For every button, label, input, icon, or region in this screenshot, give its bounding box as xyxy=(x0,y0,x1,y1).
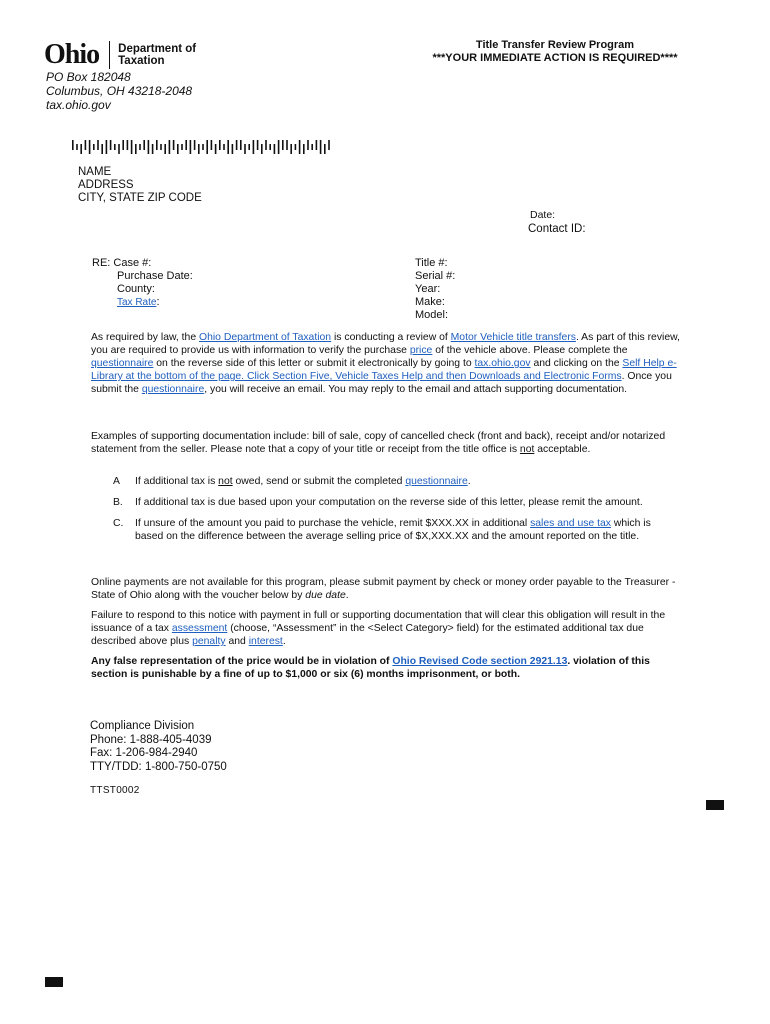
barcode-bar xyxy=(261,144,263,154)
barcode-bar xyxy=(148,140,150,154)
barcode-bar xyxy=(190,140,192,154)
registration-mark xyxy=(706,800,724,810)
barcode-bar xyxy=(202,144,204,150)
barcode-bar xyxy=(72,140,74,150)
barcode-bar xyxy=(324,144,326,154)
barcode-bar xyxy=(240,140,242,150)
logo-ohio-word: Ohio xyxy=(44,39,100,70)
paragraph-false-representation-warning xyxy=(91,655,681,681)
link-self-help-library[interactable]: Self Help e-Library at the bottom of the page. Click Section Five, Vehicle Taxes Help and then Downloads and Electronic Forms xyxy=(91,358,677,382)
p2-not-emphasis: not xyxy=(519,444,535,455)
return-address xyxy=(46,70,192,112)
barcode-bar xyxy=(311,144,313,150)
barcode-bar xyxy=(152,144,154,154)
list-text-c xyxy=(135,517,673,543)
paragraph-failure-to-respond xyxy=(91,609,681,648)
link-motor-vehicle-title-transfers[interactable]: Motor Vehicle title transfers xyxy=(450,332,576,343)
case-number-label: RE: Case #: xyxy=(92,257,152,269)
barcode-bar xyxy=(160,144,162,150)
link-questionnaire-3[interactable]: questionnaire xyxy=(405,476,468,487)
list-letter-b: B. xyxy=(113,497,123,508)
p1-text: As required by law, the xyxy=(91,332,200,343)
p1-text: . As part of this review, you are required to provide us with information to verify the purchase xyxy=(91,332,680,356)
tax-rate-colon: : xyxy=(156,296,160,308)
link-questionnaire[interactable]: questionnaire xyxy=(91,358,154,369)
link-ohio-revised-code[interactable]: Ohio Revised Code section 2921.13 xyxy=(392,656,568,667)
ohio-taxation-logo xyxy=(44,40,196,70)
logo-department xyxy=(118,43,196,67)
p2-text: Examples of supporting documentation include: bill of sale, copy of cancelled check (front and back), receipt and/or notarized statement from the seller. Please note that a copy of your title or receipt from the title office is xyxy=(91,431,666,455)
barcode-bar xyxy=(156,140,158,150)
barcode-bar xyxy=(227,140,229,154)
p1-text: and clicking on the xyxy=(530,358,623,369)
link-assessment[interactable]: assessment xyxy=(171,623,228,634)
p4-text: Failure to respond to this notice with payment in full or supporting documentation that will clear this obligation will result in the issuance of a tax xyxy=(91,610,666,634)
barcode-bar xyxy=(173,140,175,150)
barcode-bar xyxy=(89,140,91,154)
due-date-emphasis: due date xyxy=(305,590,346,601)
postal-barcode xyxy=(72,140,337,154)
barcode-bar xyxy=(101,144,103,154)
barcode-bar xyxy=(181,144,183,150)
recipient-name: NAME xyxy=(78,166,112,178)
options-list xyxy=(113,475,673,551)
barcode-bar xyxy=(110,140,112,150)
county-label: County: xyxy=(117,283,155,295)
barcode-bar xyxy=(127,140,129,150)
barcode-bar xyxy=(269,144,271,150)
logo-divider xyxy=(109,41,110,69)
barcode-bar xyxy=(282,140,284,150)
barcode-bar xyxy=(177,144,179,154)
barcode-bar xyxy=(198,144,200,154)
list-a-text: . xyxy=(467,476,471,487)
list-item-b xyxy=(113,496,673,509)
compliance-tty: TTY/TDD: 1-800-750-0750 xyxy=(90,760,227,773)
barcode-bar xyxy=(80,144,82,154)
action-notice: ***YOUR IMMEDIATE ACTION IS REQUIRED**** xyxy=(432,52,678,64)
barcode-bar xyxy=(164,144,166,154)
barcode-bar xyxy=(106,140,108,154)
barcode-bar xyxy=(303,144,305,154)
list-a-text: owed, send or submit the completed xyxy=(232,476,406,487)
recipient-address xyxy=(78,166,202,205)
barcode-bar xyxy=(194,140,196,150)
tax-rate-label xyxy=(92,296,193,309)
list-c-text: which is based on the difference between the average selling price of $X,XXX.XX and the amount reported on the title. xyxy=(135,518,651,542)
barcode-bar xyxy=(286,140,288,150)
return-address-line1: PO Box 182048 xyxy=(46,70,131,84)
program-title: Title Transfer Review Program xyxy=(475,39,635,51)
barcode-bar xyxy=(236,140,238,150)
list-item-c xyxy=(113,517,673,543)
compliance-division: Compliance Division xyxy=(90,720,195,732)
return-address-line2: Columbus, OH 43218-2048 xyxy=(46,84,193,98)
barcode-bar xyxy=(97,140,99,150)
link-ohio-dept-taxation[interactable]: Ohio Department of Taxation xyxy=(199,332,332,343)
title-number-label: Title #: xyxy=(415,257,448,269)
return-address-website: tax.ohio.gov xyxy=(46,98,111,112)
barcode-bar xyxy=(93,144,95,150)
registration-mark xyxy=(45,977,63,987)
link-sales-and-use-tax[interactable]: sales and use tax xyxy=(530,518,611,529)
barcode-bar xyxy=(274,144,276,154)
purchase-date-label: Purchase Date: xyxy=(117,270,193,282)
barcode-bar xyxy=(248,144,250,150)
barcode-bar xyxy=(328,140,330,150)
p2-text: acceptable. xyxy=(534,444,591,455)
p4-text: and xyxy=(225,636,249,647)
barcode-bar xyxy=(114,144,116,150)
p4-text: . xyxy=(282,636,286,647)
compliance-phone: Phone: 1-888-405-4039 xyxy=(90,733,212,746)
link-price[interactable]: price xyxy=(409,345,433,356)
form-code: TTST0002 xyxy=(90,785,140,796)
list-a-text: If additional tax is xyxy=(135,476,219,487)
paragraph-supporting-docs xyxy=(91,430,681,456)
barcode-bar xyxy=(223,144,225,150)
logo-dept-line1: Department of xyxy=(118,43,197,55)
paragraph-payment-info xyxy=(91,576,681,602)
link-questionnaire-2[interactable]: questionnaire xyxy=(141,384,205,395)
barcode-bar xyxy=(265,140,267,150)
p4-text: (choose, “Assessment” in the <Select Category> field) for the estimated additional tax due described above plus xyxy=(91,623,644,647)
p1-text: of the vehicle above. Please complete the xyxy=(432,345,628,356)
list-letter-a: A xyxy=(113,476,120,487)
model-label: Model: xyxy=(415,309,449,321)
barcode-bar xyxy=(307,140,309,150)
p1-text: is conducting a review of xyxy=(331,332,451,343)
paragraph-review-notice xyxy=(91,331,681,396)
barcode-bar xyxy=(122,140,124,150)
date-contact-block xyxy=(530,209,586,236)
barcode-bar xyxy=(139,144,141,150)
list-a-not-emphasis: not xyxy=(218,476,233,487)
p1-text: , you will receive an email. You may reply to the email and attach supporting documentation. xyxy=(204,384,628,395)
make-label: Make: xyxy=(415,296,445,308)
p5-text: . violation of this section is punishable by a fine of up to $1,000 or six (6) months imprisonment, or both. xyxy=(91,656,650,680)
recipient-street: ADDRESS xyxy=(78,179,134,191)
barcode-bar xyxy=(135,144,137,154)
letter-header xyxy=(400,39,710,65)
barcode-bar xyxy=(257,140,259,150)
barcode-bar xyxy=(219,140,221,150)
barcode-bar xyxy=(211,140,213,150)
barcode-bar xyxy=(320,140,322,154)
p1-text: . Once you submit the xyxy=(91,371,672,395)
compliance-contact xyxy=(90,720,227,774)
date-label: Date: xyxy=(530,209,556,221)
barcode-bar xyxy=(169,140,171,154)
list-text-b: If additional tax is due based upon your computation on the reverse side of this letter, please remit the amount. xyxy=(135,497,643,508)
tax-rate-link[interactable]: Tax Rate xyxy=(117,297,157,308)
re-block-right xyxy=(415,257,455,322)
year-label: Year: xyxy=(415,283,441,295)
barcode-bar xyxy=(299,140,301,154)
barcode-bar xyxy=(215,144,217,154)
re-block-left xyxy=(92,257,193,309)
p3-text: Online payments are not available for this program, please submit payment by check or money order payable to the Treasurer - State of Ohio along with the voucher below by xyxy=(91,577,676,601)
compliance-fax: Fax: 1-206-984-2940 xyxy=(90,747,198,759)
barcode-bar xyxy=(290,144,292,154)
barcode-bar xyxy=(244,144,246,154)
logo-dept-line2: Taxation xyxy=(118,55,165,67)
p3-text: . xyxy=(345,590,349,601)
list-text-a xyxy=(135,475,471,488)
list-c-text: If unsure of the amount you paid to purchase the vehicle, remit $XXX.XX in additional xyxy=(135,518,531,529)
p1-text: on the reverse side of this letter or submit it electronically by going to xyxy=(153,358,475,369)
barcode-bar xyxy=(206,140,208,154)
list-letter-c: C. xyxy=(113,518,124,529)
barcode-bar xyxy=(118,144,120,154)
link-tax-ohio-gov[interactable]: tax.ohio.gov xyxy=(474,358,531,369)
barcode-bar xyxy=(85,140,87,150)
barcode-bar xyxy=(278,140,280,154)
link-interest[interactable]: interest xyxy=(248,636,283,647)
barcode-bar xyxy=(316,140,318,150)
list-item-a xyxy=(113,475,673,488)
barcode-bar xyxy=(185,140,187,150)
barcode-bar xyxy=(76,144,78,150)
p5-text: Any false representation of the price would be in violation of xyxy=(91,656,393,667)
recipient-city: CITY, STATE ZIP CODE xyxy=(78,192,202,204)
barcode-bar xyxy=(253,140,255,154)
contact-id-label: Contact ID: xyxy=(528,222,586,235)
barcode-bar xyxy=(131,140,133,154)
serial-number-label: Serial #: xyxy=(415,270,456,282)
link-penalty[interactable]: penalty xyxy=(192,636,226,647)
barcode-bar xyxy=(295,144,297,150)
barcode-bar xyxy=(232,144,234,154)
barcode-bar xyxy=(143,140,145,150)
